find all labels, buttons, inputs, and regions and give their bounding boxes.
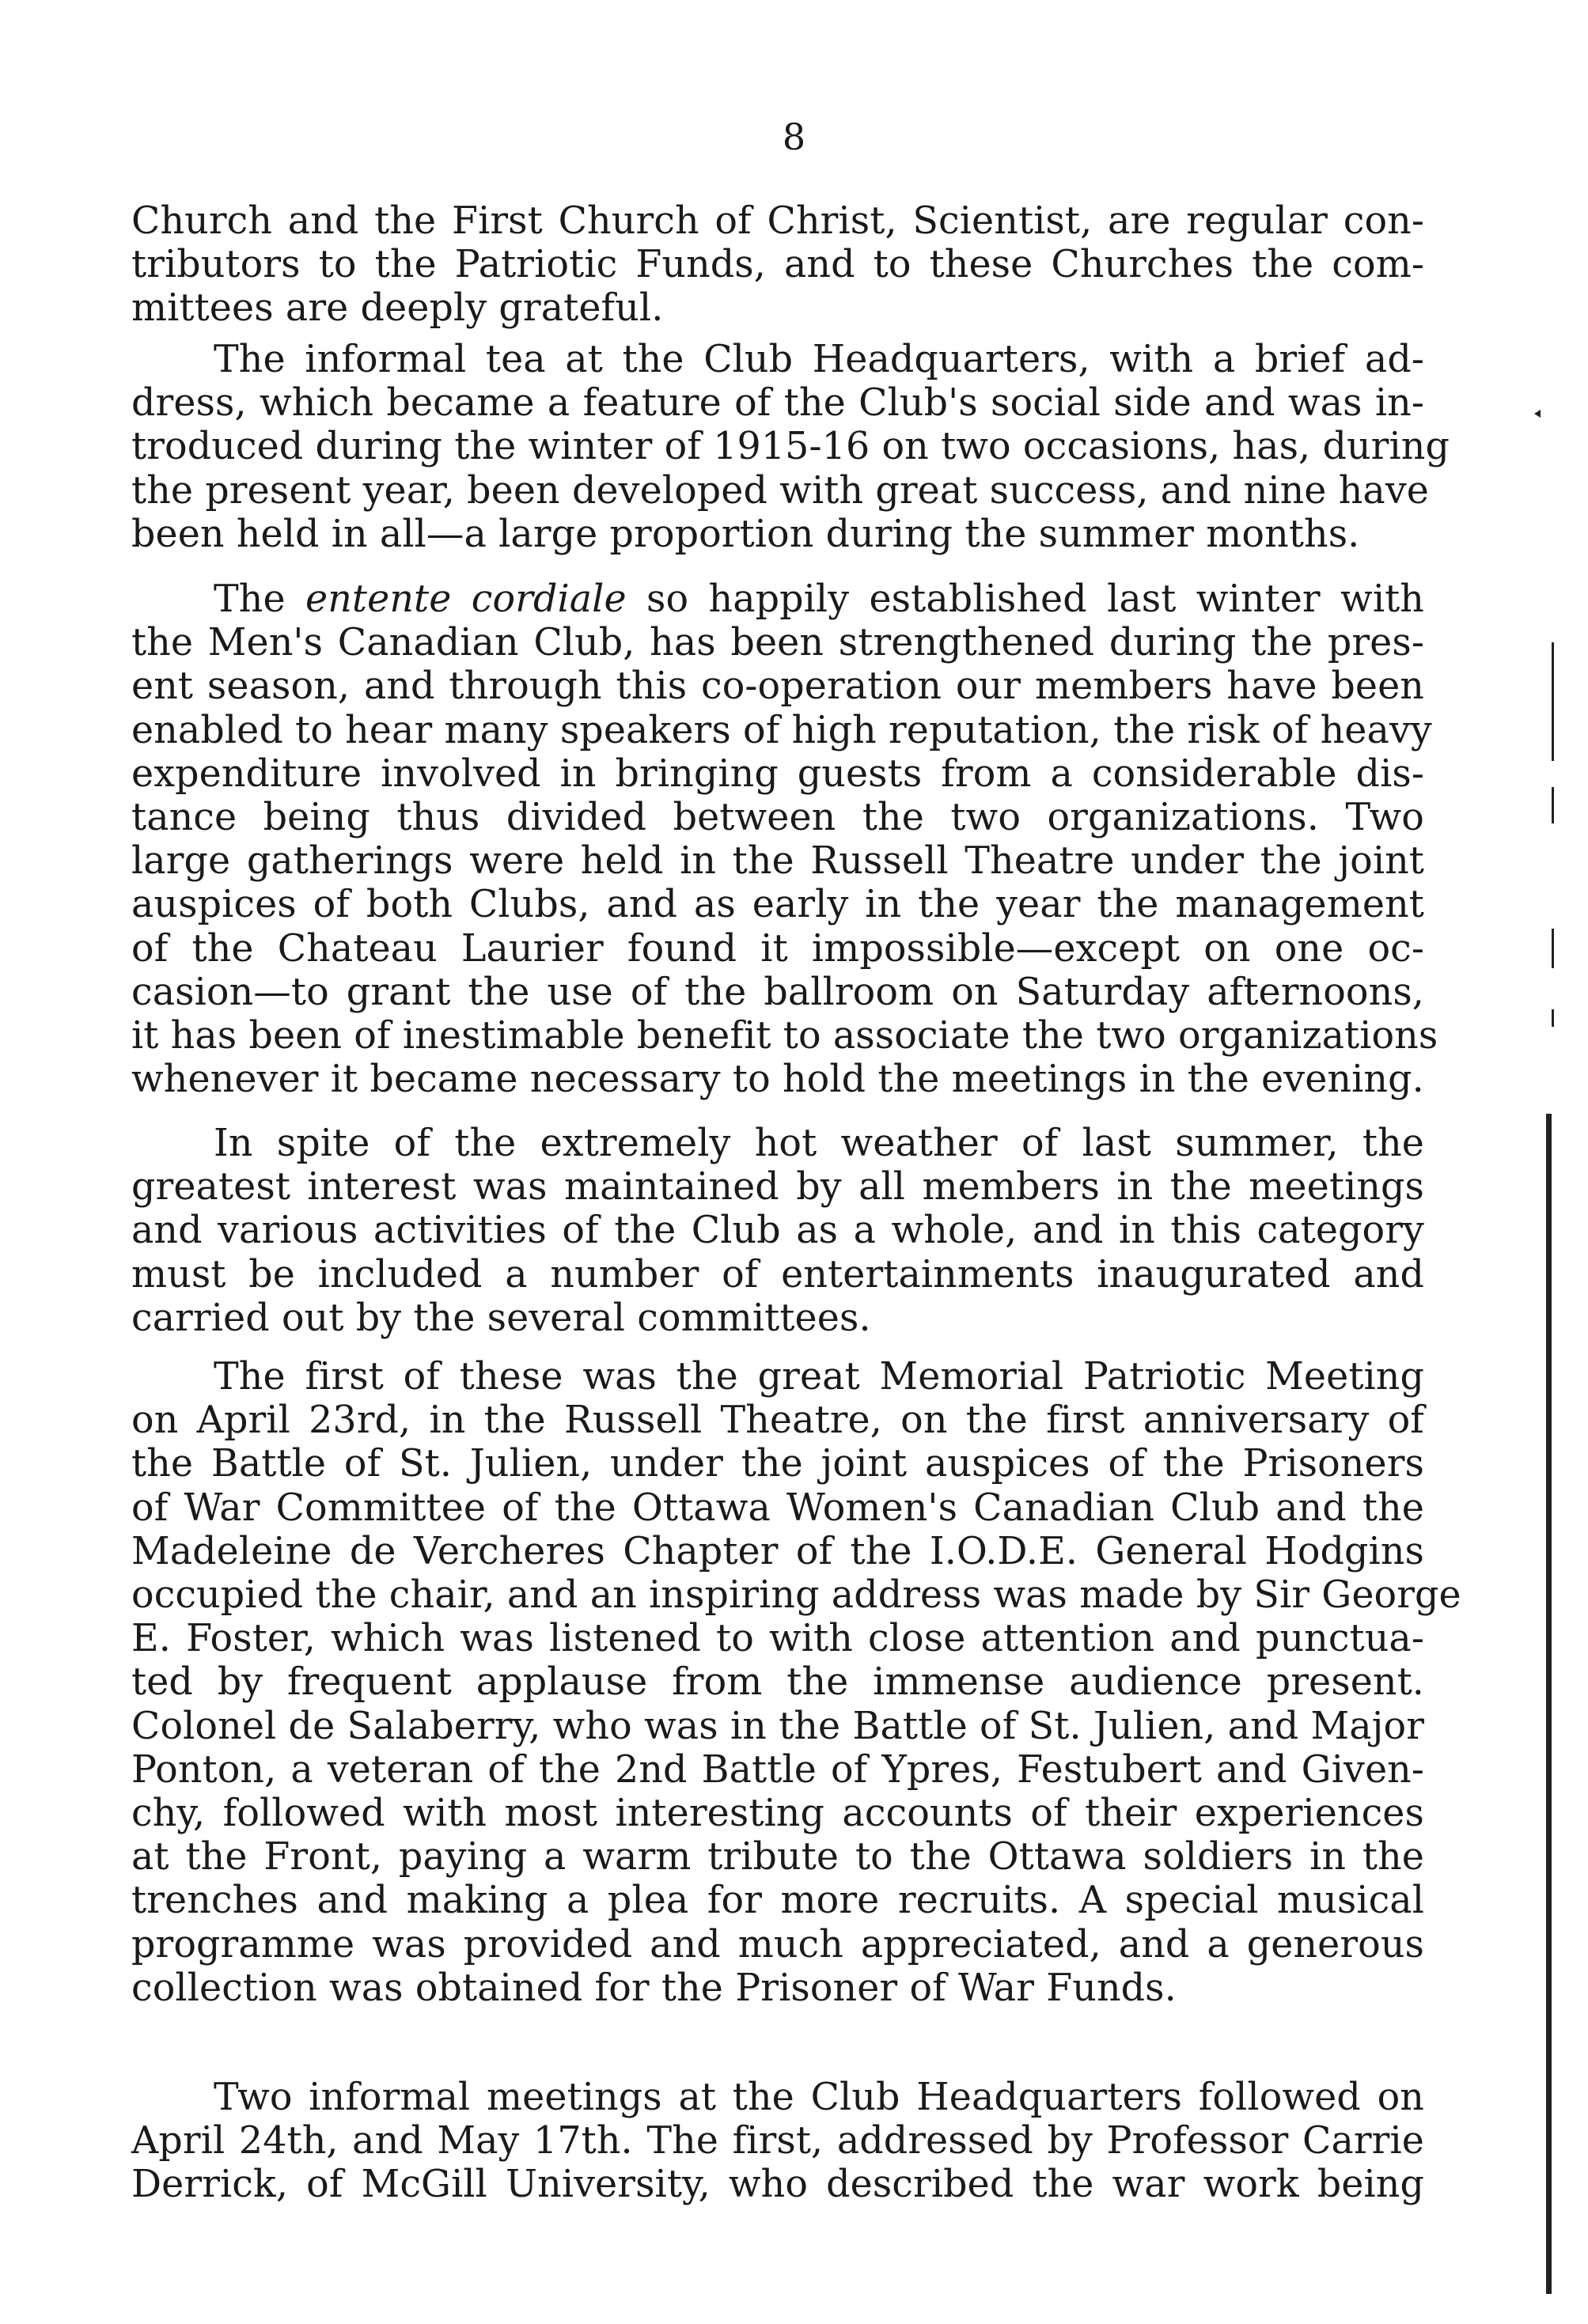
text-line: at the Front, paying a warm tribute to the Ottawa soldiers in the: [131, 1835, 1424, 1879]
text-line: April 24th, and May 17th. The first, addressed by Professor Carrie: [131, 2119, 1424, 2163]
text-line: the present year, been developed with great success, and nine have: [131, 468, 1429, 513]
text-line: occupied the chair, and an inspiring address was made by Sir George: [131, 1573, 1461, 1618]
text-line: chy, followed with most interesting accounts of their experiences: [131, 1792, 1424, 1836]
text-line: tributors to the Patriotic Funds, and to these Churches the com-: [131, 243, 1424, 287]
text-line: troduced during the winter of 1915-16 on two occasions, has, during: [131, 425, 1450, 469]
text-line: mittees are deeply grateful.: [131, 286, 664, 331]
text-line: casion—to grant the use of the ballroom on Saturday afternoons,: [131, 970, 1424, 1014]
text-line: been held in all—a large proportion during the summer months.: [131, 512, 1360, 556]
margin-scan-mark: [1552, 929, 1554, 968]
paragraph-3: [131, 577, 1438, 1102]
margin-arrow-mark: [1534, 410, 1541, 418]
text-line: and various activities of the Club as a whole, and in this category: [131, 1209, 1424, 1253]
text-line: whenever it became necessary to hold the meetings in the evening.: [131, 1058, 1424, 1102]
text-line: auspices of both Clubs, and as early in the year the management: [131, 883, 1424, 927]
text-line: carried out by the several committees.: [131, 1296, 871, 1340]
text-line: the Men's Canadian Club, has been strengthened during the pres-: [131, 621, 1424, 665]
text-line: collection was obtained for the Prisoner of War Funds.: [131, 1966, 1177, 2010]
margin-scan-mark: [1546, 1114, 1552, 2294]
text-line: The first of these was the great Memorial Patriotic Meeting: [214, 1355, 1424, 1399]
text-line: ted by frequent applause from the immense audience present.: [131, 1660, 1424, 1705]
text-line: tance being thus divided between the two organizations. Two: [131, 796, 1424, 840]
paragraph-5: [131, 1355, 1461, 2010]
paragraph-1: [131, 199, 1424, 331]
text-line: E. Foster, which was listened to with close attention and punctua-: [131, 1617, 1424, 1661]
text-line: the Battle of St. Julien, under the joint auspices of the Prisoners: [131, 1442, 1424, 1486]
paragraph-4: [131, 1122, 1424, 1340]
text-line: large gatherings were held in the Russell Theatre under the joint: [131, 839, 1424, 884]
text-line: Church and the First Church of Christ, Scientist, are regular con-: [131, 199, 1424, 243]
text-line: greatest interest was maintained by all members in the meetings: [131, 1165, 1424, 1209]
text-line: The informal tea at the Club Headquarters, with a brief ad-: [214, 338, 1424, 381]
text-line: Derrick, of McGill University, who described the war work being: [131, 2163, 1424, 2207]
text-line: Ponton, a veteran of the 2nd Battle of Ypres, Festubert and Given-: [131, 1747, 1424, 1792]
text-line: enabled to hear many speakers of high reputation, the risk of heavy: [131, 708, 1432, 752]
text-line: Madeleine de Vercheres Chapter of the I.O.D.E. General Hodgins: [131, 1529, 1424, 1573]
text-line: Colonel de Salaberry, who was in the Battle of St. Julien, and Major: [131, 1704, 1424, 1748]
text-line: expenditure involved in bringing guests from a considerable dis-: [131, 751, 1424, 796]
paragraph-6: [131, 2076, 1424, 2207]
margin-scan-mark: [1552, 787, 1554, 823]
text-line: The entente cordiale so happily established last winter with: [214, 577, 1424, 621]
text-line: must be included a number of entertainments inaugurated and: [131, 1252, 1424, 1296]
text-line: programme was provided and much appreciated, and a generous: [131, 1922, 1424, 1966]
text-line: trenches and making a plea for more recruits. A special musical: [131, 1879, 1424, 1923]
margin-scan-mark: [1552, 1009, 1554, 1027]
text-line: ent season, and through this co-operation our members have been: [131, 664, 1424, 709]
text-line: it has been of inestimable benefit to associate the two organizations: [131, 1014, 1438, 1058]
text-line: of the Chateau Laurier found it impossible—except on one oc-: [131, 926, 1424, 971]
text-line: of War Committee of the Ottawa Women's Canadian Club and the: [131, 1486, 1424, 1530]
text-line: dress, which became a feature of the Club's social side and was in-: [131, 381, 1424, 426]
text-line: Two informal meetings at the Club Headquarters followed on: [214, 2076, 1424, 2119]
text-line: on April 23rd, in the Russell Theatre, on the first anniversary of: [131, 1399, 1424, 1443]
margin-scan-mark: [1552, 642, 1554, 761]
page-number: 8: [782, 115, 806, 158]
paragraph-2: [131, 338, 1450, 556]
text-line: In spite of the extremely hot weather of last summer, the: [214, 1122, 1424, 1165]
